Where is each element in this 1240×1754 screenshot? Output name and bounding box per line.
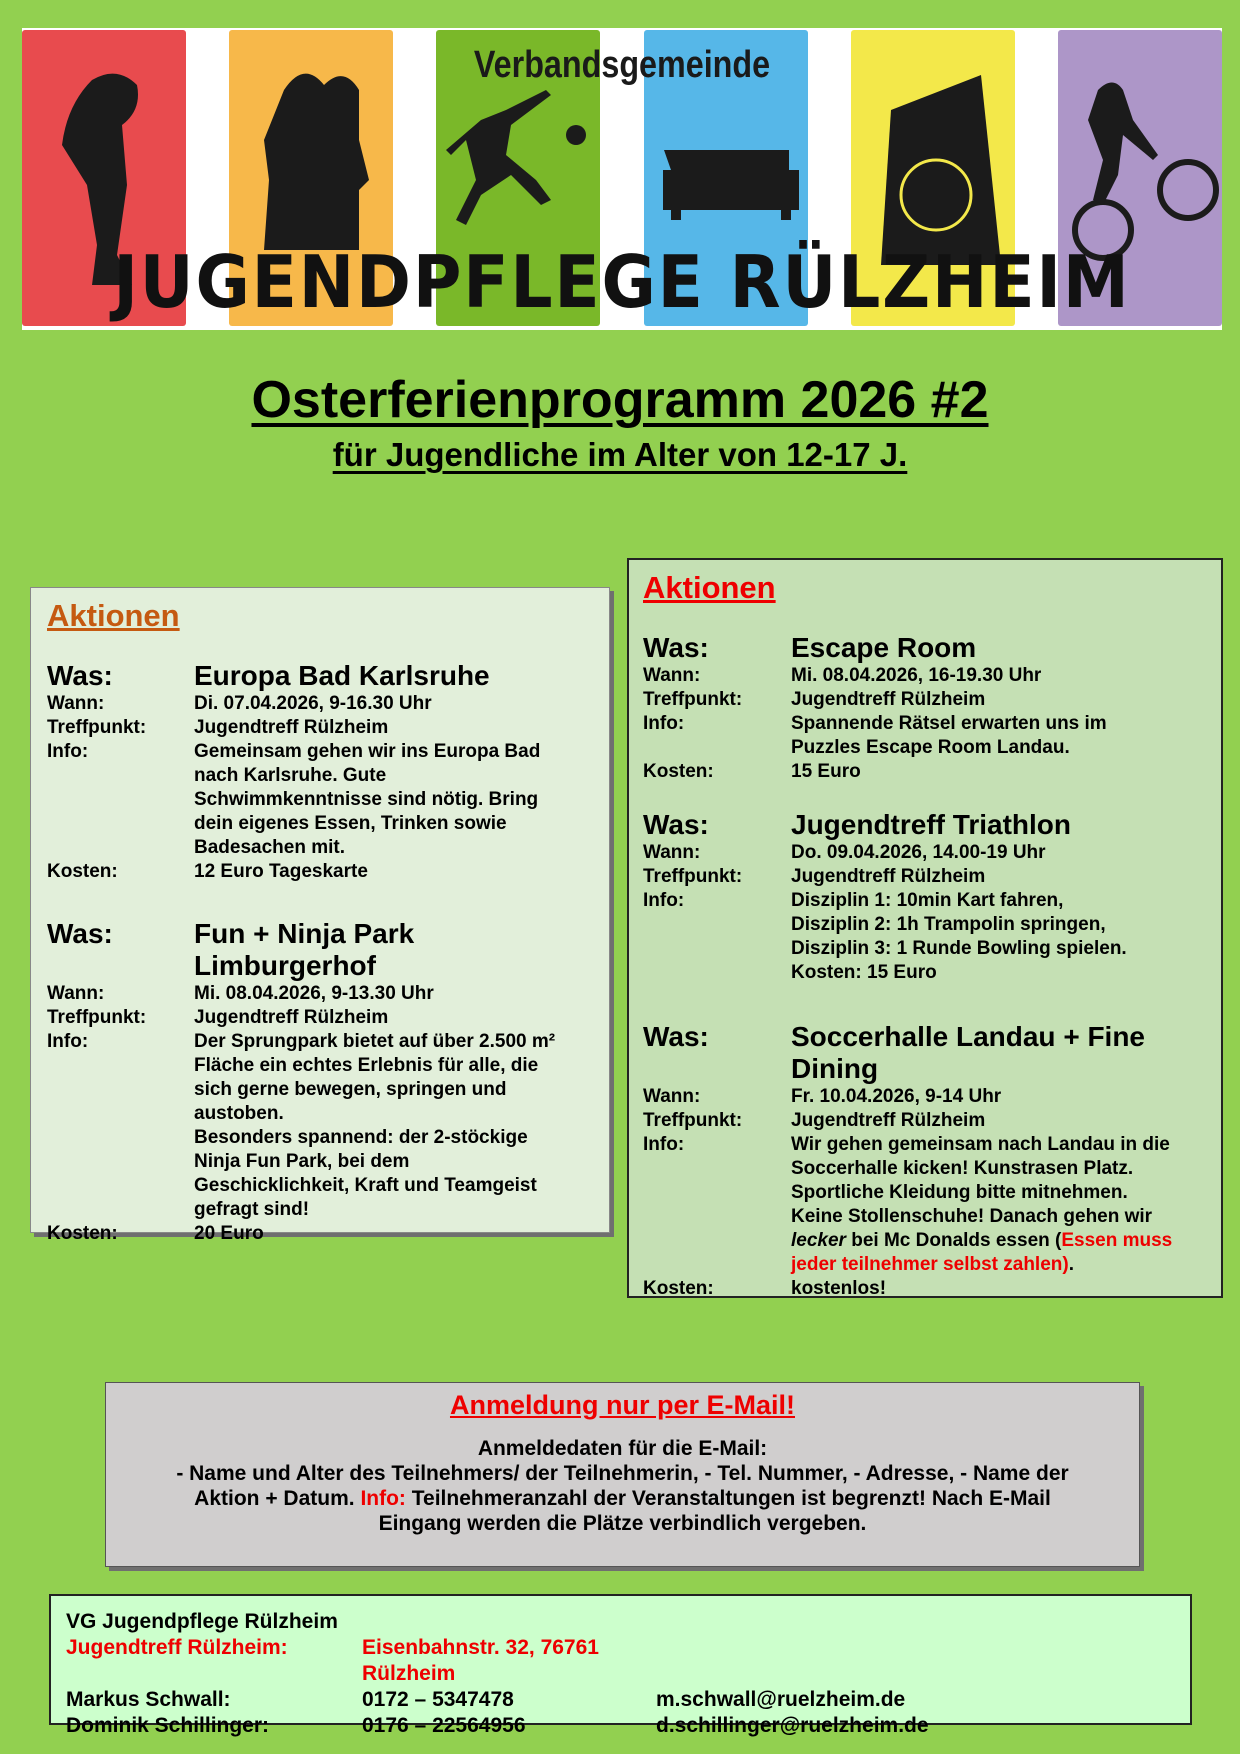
event-value: Fun + Ninja Park Limburgerhof <box>194 918 415 981</box>
contact-name: Jugendtreff Rülzheim: <box>66 1636 288 1659</box>
contact-email[interactable]: d.schillinger@ruelzheim.de <box>656 1714 929 1737</box>
event-row <box>47 692 609 716</box>
event-label <box>47 1174 194 1198</box>
registration-box <box>105 1382 1140 1567</box>
event-row <box>47 1102 609 1126</box>
contact-row <box>66 1635 1190 1687</box>
event-value: Puzzles Escape Room Landau. <box>791 737 1070 758</box>
event-label: Wann: <box>47 693 105 714</box>
contact-name: Markus Schwall: <box>66 1688 231 1711</box>
right-box-heading: Aktionen <box>643 570 776 605</box>
event-row <box>47 1174 609 1198</box>
event-row <box>643 1229 1221 1253</box>
event-label <box>643 1157 791 1181</box>
event-label: Kosten: <box>47 1223 118 1244</box>
event-row <box>47 740 609 764</box>
event-value: Jugendtreff Rülzheim <box>791 689 986 710</box>
event-value: austoben. <box>194 1103 284 1124</box>
event-label <box>47 1078 194 1102</box>
event-row <box>643 865 1221 889</box>
event-value: Gemeinsam gehen wir ins Europa Bad <box>194 741 541 762</box>
event-info-text: jeder teilnehmer selbst zahlen) <box>791 1254 1069 1275</box>
event-value: Soccerhalle Landau + Fine Dining <box>791 1021 1146 1084</box>
event-row <box>643 664 1221 688</box>
event-label: Treffpunkt: <box>47 717 147 738</box>
event-row <box>47 788 609 812</box>
event-label: Kosten: <box>643 761 714 782</box>
event-row <box>47 1222 609 1246</box>
registration-heading: Anmeldung nur per E-Mail! <box>449 1390 795 1420</box>
event-item <box>47 660 609 884</box>
event-value: Der Sprungpark bietet auf über 2.500 m² <box>194 1031 556 1052</box>
event-value: gefragt sind! <box>194 1199 310 1220</box>
event-label <box>643 1181 791 1205</box>
event-row <box>643 712 1221 736</box>
event-row <box>47 1126 609 1150</box>
event-label: Treffpunkt: <box>47 1007 147 1028</box>
event-row <box>47 860 609 884</box>
event-value: Mi. 08.04.2026, 9-13.30 Uhr <box>194 983 434 1004</box>
event-label <box>643 1229 791 1253</box>
event-value: Mi. 08.04.2026, 16-19.30 Uhr <box>791 665 1042 686</box>
event-value: Do. 09.04.2026, 14.00-19 Uhr <box>791 842 1046 863</box>
event-value: Jugendtreff Rülzheim <box>791 866 986 887</box>
page-subtitle: für Jugendliche im Alter von 12-17 J. <box>332 436 908 473</box>
event-label: Kosten: <box>47 861 118 882</box>
event-row <box>643 632 1221 664</box>
event-value: 12 Euro Tageskarte <box>194 861 368 882</box>
event-label <box>47 1054 194 1078</box>
event-item <box>47 918 609 1246</box>
event-value: Escape Room <box>791 632 977 663</box>
registration-text: Teilnehmeranzahl der Veranstaltungen ist begrenzt! Nach E-Mail <box>405 1487 1051 1510</box>
event-value: Jugendtreff Rülzheim <box>194 1007 389 1028</box>
event-label: Was: <box>643 1021 709 1052</box>
event-label <box>643 937 791 961</box>
event-label: Was: <box>47 918 113 949</box>
event-value: Sportliche Kleidung bitte mitnehmen. <box>791 1182 1128 1203</box>
event-value: Spannende Rätsel erwarten uns im <box>791 713 1107 734</box>
event-value: Schwimmkenntnisse sind nötig. Bring <box>194 789 539 810</box>
event-row <box>643 809 1221 841</box>
contact-phone: 0172 – 5347478 <box>362 1688 514 1711</box>
event-value: Jugendtreff Rülzheim <box>791 1110 986 1131</box>
registration-line: Eingang werden die Plätze verbindlich vergeben. <box>378 1512 867 1535</box>
event-row <box>47 918 609 982</box>
event-row <box>643 913 1221 937</box>
event-row <box>643 961 1221 985</box>
event-value: Disziplin 2: 1h Trampolin springen, <box>791 914 1106 935</box>
event-label: Info: <box>643 890 685 911</box>
header-banner-logo <box>22 28 1222 330</box>
event-row <box>643 1205 1221 1229</box>
event-row <box>47 716 609 740</box>
event-label: Wann: <box>643 665 701 686</box>
event-label <box>643 1253 791 1277</box>
event-item <box>643 1021 1221 1301</box>
contact-footer <box>49 1594 1192 1737</box>
contact-row <box>66 1687 1190 1713</box>
event-row <box>643 688 1221 712</box>
event-row <box>643 1277 1221 1301</box>
event-value: Keine Stollenschuhe! Danach gehen wir <box>791 1206 1153 1227</box>
event-value: sich gerne bewegen, springen und <box>194 1079 507 1100</box>
event-row <box>47 1054 609 1078</box>
event-row <box>643 1133 1221 1157</box>
event-row <box>643 1253 1221 1277</box>
event-value: Kosten: 15 Euro <box>791 962 937 983</box>
event-value: Fläche ein echtes Erlebnis für alle, die <box>194 1055 539 1076</box>
event-row <box>643 841 1221 865</box>
info-label: Info: <box>360 1487 406 1510</box>
event-label <box>643 913 791 937</box>
event-label: Wann: <box>643 1086 701 1107</box>
event-label: Treffpunkt: <box>643 1110 743 1131</box>
event-value: Ninja Fun Park, bei dem <box>194 1151 410 1172</box>
event-row <box>47 836 609 860</box>
event-row <box>643 1157 1221 1181</box>
registration-line: Anmeldedaten für die E-Mail: <box>477 1437 768 1460</box>
event-label <box>47 836 194 860</box>
event-label <box>47 812 194 836</box>
left-box-heading: Aktionen <box>47 598 180 633</box>
event-label: Info: <box>643 1134 685 1155</box>
event-row <box>643 1181 1221 1205</box>
event-label <box>47 1150 194 1174</box>
event-value: Jugendtreff Rülzheim <box>194 717 389 738</box>
event-value: Di. 07.04.2026, 9-16.30 Uhr <box>194 693 432 714</box>
event-label: Kosten: <box>643 1278 714 1299</box>
event-row <box>47 1030 609 1054</box>
event-row <box>643 736 1221 760</box>
event-label <box>47 1126 194 1150</box>
event-value: Wir gehen gemeinsam nach Landau in die <box>791 1134 1170 1155</box>
event-label <box>47 1102 194 1126</box>
event-row <box>643 889 1221 913</box>
event-row <box>47 1198 609 1222</box>
event-item <box>643 809 1221 985</box>
event-label: Was: <box>643 632 709 663</box>
event-row <box>643 1085 1221 1109</box>
page-title: Osterferienprogramm 2026 #2 <box>251 371 989 429</box>
event-value: Geschicklichkeit, Kraft und Teamgeist <box>194 1175 537 1196</box>
event-value: 20 Euro <box>194 1223 264 1244</box>
contact-address: Eisenbahnstr. 32, 76761 Rülzheim <box>362 1636 599 1685</box>
event-value: kostenlos! <box>791 1278 887 1299</box>
event-label <box>643 961 791 985</box>
event-label <box>643 1205 791 1229</box>
event-label: Treffpunkt: <box>643 866 743 887</box>
contact-row <box>66 1713 1190 1739</box>
event-label: Wann: <box>47 983 105 1004</box>
event-label: Treffpunkt: <box>643 689 743 710</box>
event-row <box>643 760 1221 784</box>
event-label: Info: <box>643 713 685 734</box>
left-activities-box <box>30 587 610 1244</box>
right-activities-box <box>627 558 1223 1298</box>
event-label: Info: <box>47 741 89 762</box>
banner-subtitle: Verbandsgemeinde <box>473 44 771 86</box>
event-row <box>643 937 1221 961</box>
registration-line <box>106 1486 1139 1511</box>
event-value: Disziplin 3: 1 Runde Bowling spielen. <box>791 938 1127 959</box>
event-row <box>47 764 609 788</box>
event-label: Info: <box>47 1031 89 1052</box>
registration-line: - Name und Alter des Teilnehmers/ der Teilnehmerin, - Tel. Nummer, - Adresse, - Name der <box>176 1462 1069 1485</box>
event-value <box>791 1229 1221 1253</box>
event-value: Soccerhalle kicken! Kunstrasen Platz. <box>791 1158 1134 1179</box>
event-row <box>47 1078 609 1102</box>
event-label: Was: <box>47 660 113 691</box>
event-row <box>643 1021 1221 1085</box>
event-info-text: Essen muss <box>1061 1230 1173 1251</box>
event-row <box>47 1150 609 1174</box>
event-row <box>47 660 609 692</box>
event-label <box>47 1198 194 1222</box>
event-value: nach Karlsruhe. Gute <box>194 765 387 786</box>
banner-title: JUGENDPFLEGE RÜLZHEIM <box>113 240 1131 324</box>
event-label <box>47 788 194 812</box>
event-label <box>47 764 194 788</box>
contact-email[interactable]: m.schwall@ruelzheim.de <box>656 1688 906 1711</box>
event-row <box>47 812 609 836</box>
event-value: Besonders spannend: der 2-stöckige <box>194 1127 528 1148</box>
event-value: dein eigenes Essen, Trinken sowie <box>194 813 507 834</box>
event-value: Badesachen mit. <box>194 837 345 858</box>
contact-org: VG Jugendpflege Rülzheim <box>66 1610 338 1633</box>
event-row <box>47 1006 609 1030</box>
event-value: Jugendtreff Triathlon <box>791 809 1071 840</box>
event-value: Europa Bad Karlsruhe <box>194 660 490 691</box>
event-value: 15 Euro <box>791 761 861 782</box>
event-row <box>47 982 609 1006</box>
contact-name: Dominik Schillinger: <box>66 1714 270 1737</box>
event-label <box>643 736 791 760</box>
event-info-text: . <box>1068 1254 1074 1275</box>
registration-text: Aktion + Datum. <box>194 1487 361 1510</box>
event-value <box>791 1253 1221 1277</box>
event-info-text: lecker <box>791 1230 846 1251</box>
event-label: Was: <box>643 809 709 840</box>
event-value: Disziplin 1: 10min Kart fahren, <box>791 890 1064 911</box>
event-info-text: bei Mc Donalds essen ( <box>845 1230 1062 1251</box>
event-item <box>643 632 1221 784</box>
event-label: Wann: <box>643 842 701 863</box>
event-value: Fr. 10.04.2026, 9-14 Uhr <box>791 1086 1002 1107</box>
contact-phone: 0176 – 22564956 <box>362 1714 526 1737</box>
event-row <box>643 1109 1221 1133</box>
